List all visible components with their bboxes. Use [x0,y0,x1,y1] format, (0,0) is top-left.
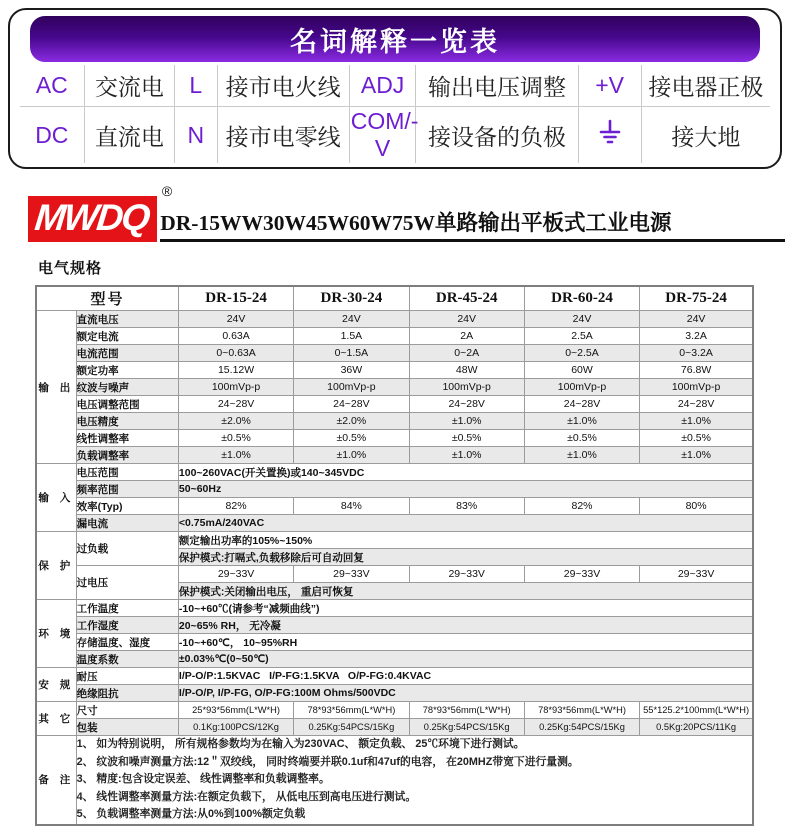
spec-row [36,413,753,430]
value-cell: ±1.0% [640,413,753,430]
span-cell: 20~65% RH， 无冷凝 [178,617,753,634]
spec-row [36,464,753,481]
glossary-term: +V [578,65,641,107]
value-cell: 0.25Kg:54PCS/15Kg [294,719,409,736]
product-title: DR-15WW30W45W60W75W单路输出平板式工业电源 [160,208,785,242]
value-cell: ±0.5% [178,430,293,447]
value-cell: 0.63A [178,328,293,345]
glossary-definition: 交流电 [84,65,174,107]
value-cell: ±1.0% [524,413,639,430]
glossary-term: AC [20,65,85,107]
value-cell: 100mVp-p [524,379,639,396]
spec-row [36,634,753,651]
span-cell: -10~+60℃， 10~95%RH [178,634,753,651]
row-label: 漏电流 [76,515,178,532]
group-cell: 环 境 [36,600,76,668]
brand-row [28,183,785,242]
value-cell: 24V [294,311,409,328]
model-header: DR-60-24 [524,286,639,311]
glossary-definition: 接设备的负极 [416,107,578,164]
model-header: DR-75-24 [640,286,753,311]
glossary-definition: 接市电零线 [217,107,349,164]
row-label: 频率范围 [76,481,178,498]
value-cell: 29~33V [524,566,639,583]
glossary-row [20,65,770,107]
value-cell: 0~2A [409,345,524,362]
value-cell: 0.1Kg:100PCS/12Kg [178,719,293,736]
row-label: 电压范围 [76,464,178,481]
value-cell: 25*93*56mm(L*W*H) [178,702,293,719]
span-cell: 额定输出功率的105%~150% [178,532,753,549]
row-label: 工作温度 [76,600,178,617]
glossary-definition: 输出电压调整 [416,65,578,107]
value-cell: 78*93*56mm(L*W*H) [524,702,639,719]
spec-row [36,651,753,668]
spec-row [36,566,753,583]
value-cell: 100mVp-p [178,379,293,396]
span-cell: 保护模式:关闭输出电压， 重启可恢复 [178,583,753,600]
ground-icon [599,119,621,146]
spec-row [36,617,753,634]
spec-row [36,532,753,549]
value-cell: ±1.0% [178,447,293,464]
value-cell: 29~33V [294,566,409,583]
glossary-term: ADJ [349,65,416,107]
value-cell: ±1.0% [294,447,409,464]
value-cell: 24~28V [409,396,524,413]
value-cell: 3.2A [640,328,753,345]
value-cell: 0.5Kg:20PCS/11Kg [640,719,753,736]
value-cell: 15.12W [178,362,293,379]
glossary-definition: 直流电 [84,107,174,164]
row-label: 纹波与噪声 [76,379,178,396]
model-header: DR-45-24 [409,286,524,311]
value-cell: 0.25Kg:54PCS/15Kg [409,719,524,736]
brand-logo [28,183,173,242]
glossary-table [20,65,770,163]
value-cell: 60W [524,362,639,379]
row-label: 过电压 [76,566,178,600]
span-cell: <0.75mA/240VAC [178,515,753,532]
spec-row [36,362,753,379]
group-cell: 安 规 [36,668,76,702]
spec-body [36,286,753,825]
value-cell: 0~0.63A [178,345,293,362]
value-cell: ±1.0% [524,447,639,464]
spec-table-wrap [35,285,754,826]
spec-row [36,685,753,702]
note-line: 2、 纹波和噪声测量方法:12＂双绞线， 同时终端要并联0.1uf和47uf的电容， 在20MHZ带宽下进行量测。 [76,755,579,768]
spec-row [36,498,753,515]
span-cell: I/P-O/P:1.5KVAC I/P-FG:1.5KVA O/P-FG:0.4KVAC [178,668,753,685]
group-cell: 输 出 [36,311,76,464]
value-cell: 1.5A [294,328,409,345]
row-label: 存储温度、湿度 [76,634,178,651]
glossary-term: N [174,107,217,164]
note-line: 4、 线性调整率测量方法:在额定负载下， 从低电压到高电压进行测试。 [76,790,417,803]
value-cell: 2.5A [524,328,639,345]
span-cell: 100~260VAC(开关置换)或140~345VDC [178,464,753,481]
model-header: DR-30-24 [294,286,409,311]
glossary-term: COM/-V [350,108,419,161]
logo-text: MWDQ [32,197,151,238]
value-cell: ±0.5% [409,430,524,447]
row-label: 负载调整率 [76,447,178,464]
row-label: 电压调整范围 [76,396,178,413]
span-cell: ±0.03%℃(0~50℃) [178,651,753,668]
spec-row [36,600,753,617]
value-cell: ±0.5% [524,430,639,447]
value-cell: ±1.0% [640,447,753,464]
value-cell: ±0.5% [294,430,409,447]
row-label: 包装 [76,719,178,736]
value-cell: ±2.0% [294,413,409,430]
value-cell: ±1.0% [409,447,524,464]
value-cell: 100mVp-p [640,379,753,396]
glossary-definition: 接大地 [641,107,770,164]
row-label: 线性调整率 [76,430,178,447]
glossary-definition: 接电器正极 [648,74,764,100]
value-cell: 82% [524,498,639,515]
value-cell: 2A [409,328,524,345]
value-cell: 78*93*56mm(L*W*H) [409,702,524,719]
glossary-body [20,65,770,163]
value-cell: 78*93*56mm(L*W*H) [294,702,409,719]
value-cell: 24V [178,311,293,328]
value-cell: 100mVp-p [409,379,524,396]
value-cell: 0~1.5A [294,345,409,362]
glossary-term: DC [20,107,85,164]
value-cell: ±0.5% [640,430,753,447]
value-cell: 24~28V [640,396,753,413]
model-header: DR-15-24 [178,286,293,311]
glossary-term: L [174,65,217,107]
group-cell: 备 注 [36,736,76,825]
group-cell: 保 护 [36,532,76,600]
value-cell: 0~2.5A [524,345,639,362]
spec-row [36,345,753,362]
row-label: 额定功率 [76,362,178,379]
row-label: 电流范围 [76,345,178,362]
glossary-card [8,8,782,169]
value-cell: 55*125.2*100mm(L*W*H) [640,702,753,719]
glossary-definition: 接市电火线 [217,65,349,107]
spec-row [36,481,753,498]
glossary-row [20,107,770,164]
row-label: 工作湿度 [76,617,178,634]
note-line: 5、 负载调整率测量方法:从0%到100%额定负载 [76,808,306,820]
spec-row [36,447,753,464]
spec-table [35,285,754,826]
spec-row [36,702,753,719]
group-cell: 其 它 [36,702,76,736]
value-cell: 76.8W [640,362,753,379]
value-cell: ±1.0% [409,413,524,430]
spec-row [36,311,753,328]
row-label: 温度系数 [76,651,178,668]
value-cell: 24~28V [524,396,639,413]
span-cell: -10~+60℃(请参考“减频曲线”) [178,600,753,617]
spec-row [36,668,753,685]
note-line: 1、 如为特别说明， 所有规格参数均为在输入为230VAC、 额定负载、 25℃环境下进行测试。 [76,738,525,750]
span-cell: 50~60Hz [178,481,753,498]
value-cell: 24~28V [294,396,409,413]
value-cell: 36W [294,362,409,379]
value-cell: 24V [640,311,753,328]
span-cell: I/P-O/P, I/P-FG, O/P-FG:100M Ohms/500VDC [178,685,753,702]
value-cell: 83% [409,498,524,515]
row-label: 绝缘阻抗 [76,685,178,702]
registered-trademark-icon: ® [161,183,173,199]
value-cell: 48W [409,362,524,379]
notes-cell [76,736,753,825]
model-corner-label: 型号 [36,286,178,311]
value-cell: 84% [294,498,409,515]
spec-row [36,515,753,532]
value-cell: 24V [409,311,524,328]
row-label: 过负载 [76,532,178,566]
value-cell: 80% [640,498,753,515]
group-cell: 输 入 [36,464,76,532]
note-line: 3、 精度:包含设定误差、 线性调整率和负载调整率。 [76,773,330,785]
value-cell: 0~3.2A [640,345,753,362]
row-label: 额定电流 [76,328,178,345]
value-cell: 29~33V [640,566,753,583]
ground-icon-cell [578,107,641,164]
spec-row [36,396,753,413]
row-label: 电压精度 [76,413,178,430]
spec-row [36,736,753,825]
value-cell: 29~33V [178,566,293,583]
value-cell: ±2.0% [178,413,293,430]
value-cell: 82% [178,498,293,515]
page [0,8,790,823]
span-cell: 保护模式:打嗝式,负载移除后可自动回复 [178,549,753,566]
value-cell: 24~28V [178,396,293,413]
value-cell: 100mVp-p [294,379,409,396]
row-label: 直流电压 [76,311,178,328]
row-label: 尺寸 [76,702,178,719]
value-cell: 0.25Kg:54PCS/15Kg [524,719,639,736]
spec-row [36,328,753,345]
spec-row [36,430,753,447]
glossary-title: 名词解释一览表 [30,16,760,62]
row-label: 效率(Typ) [76,498,178,515]
value-cell: 24V [524,311,639,328]
row-label: 耐压 [76,668,178,685]
spec-row [36,379,753,396]
value-cell: 29~33V [409,566,524,583]
spec-row [36,719,753,736]
spec-header-row [36,286,753,311]
section-heading: 电气规格 [38,260,103,277]
